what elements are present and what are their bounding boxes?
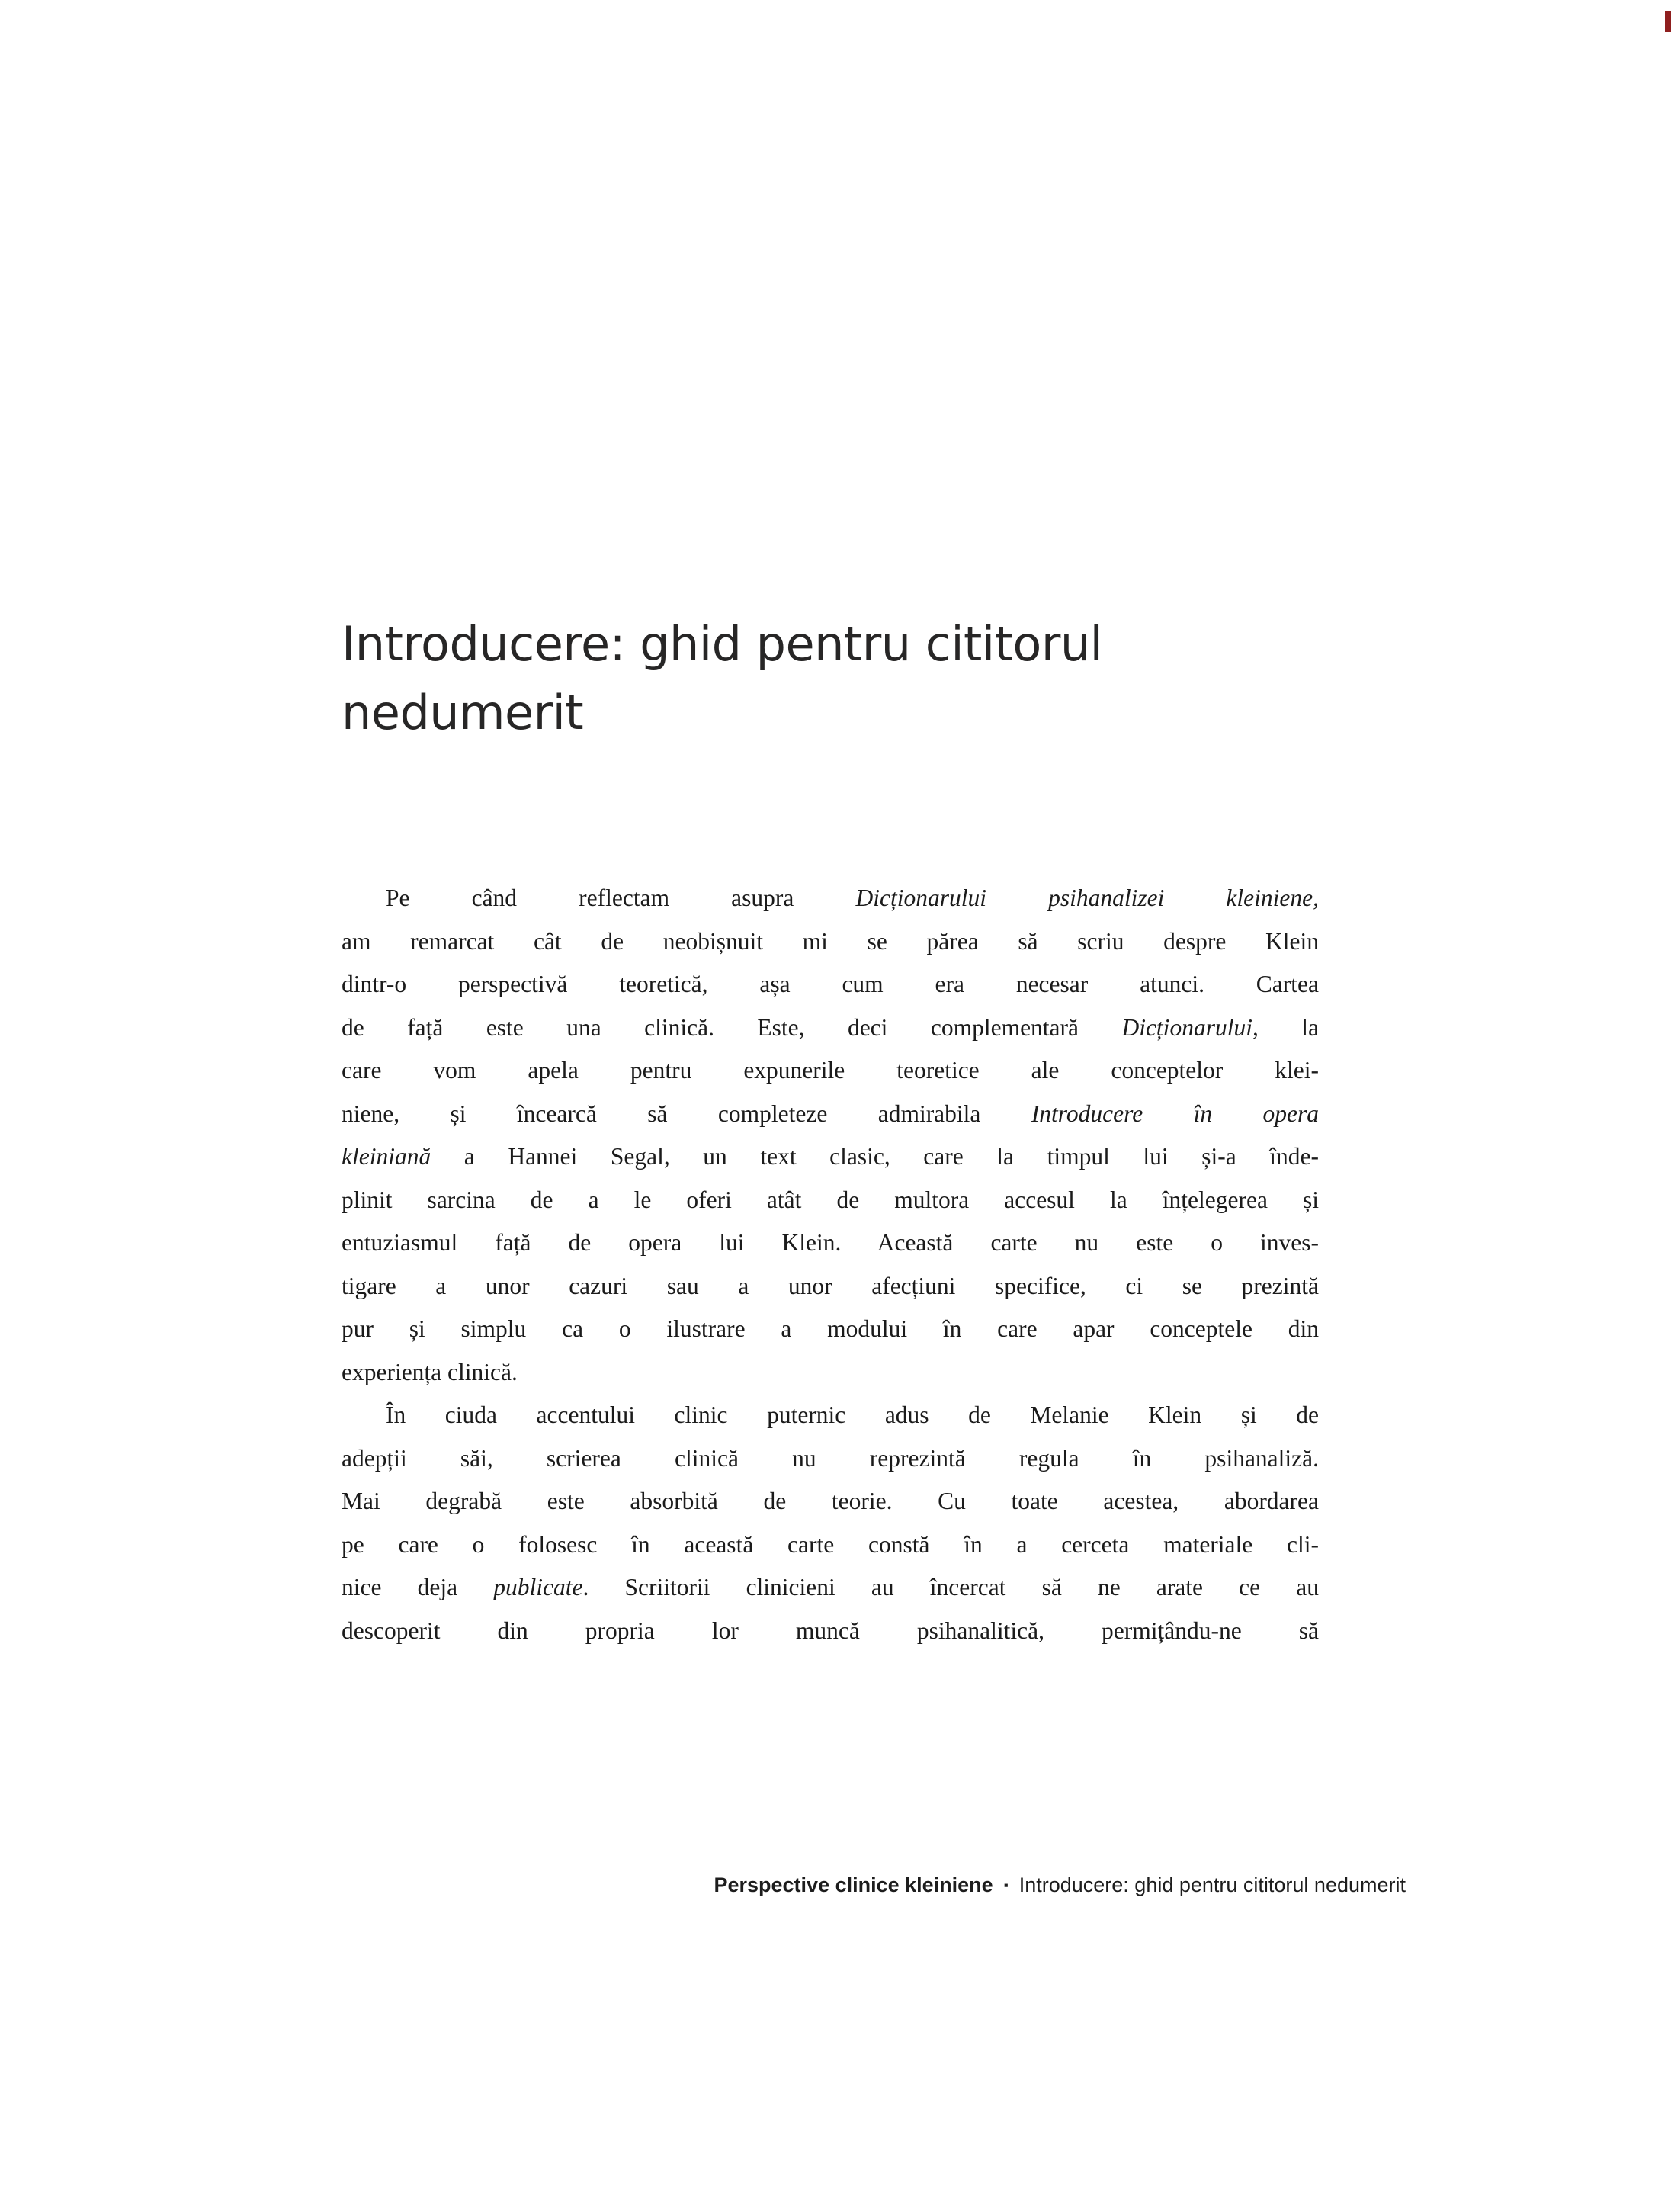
text-line [342, 1437, 1319, 1481]
text-line [342, 1222, 1319, 1265]
chapter-title [342, 610, 1102, 747]
text-line [342, 1610, 1319, 1653]
running-footer [714, 1872, 1406, 1899]
text-segment: descoperit din propria lor muncă psihanalitică, permițându-ne să [342, 1616, 1319, 1644]
text-segment: dintr-o perspectivă teoretică, așa cum era necesar atunci. Cartea [342, 971, 1319, 997]
text-segment: tigare a unor cazuri sau a unor afecțiuni specifice, ci se prezintă [342, 1272, 1319, 1299]
text-segment: am remarcat cât de neobișnuit mi se părea să scriu despre Klein [342, 927, 1319, 955]
body-text [342, 877, 1319, 1652]
text-segment: adepții săi, scrierea clinică nu reprezintă regula în psihanaliză. [342, 1444, 1319, 1472]
scan-artifact [1665, 11, 1671, 32]
text-segment: a Hannei Segal, un text clasic, care la timpul lui și-a înde- [431, 1143, 1319, 1170]
text-line [342, 1480, 1319, 1523]
italic-text-segment: Dicționarului, [1121, 1013, 1259, 1041]
text-segment: nice deja [342, 1574, 494, 1600]
text-segment: . Scriitorii clinicieni au încercat să ne arate ce au [582, 1574, 1319, 1600]
text-segment: niene, și încearcă să completeze admirabila [342, 1100, 1031, 1127]
text-line [342, 1265, 1319, 1308]
text-segment: Pe când reflectam asupra [386, 884, 856, 911]
italic-text-segment: publicate [493, 1574, 583, 1600]
chapter-title-line: nedumerit [342, 684, 584, 740]
text-line [342, 1308, 1319, 1351]
text-line [342, 1093, 1319, 1136]
text-line [342, 1179, 1319, 1222]
text-segment: entuziasmul față de opera lui Klein. Această carte nu este o inves- [342, 1229, 1319, 1256]
paragraph [342, 877, 1319, 1394]
footer-separator-icon: ▪ [1003, 1878, 1009, 1893]
italic-text-segment: Introducere în opera [1031, 1100, 1319, 1127]
text-segment: Mai degrabă este absorbită de teorie. Cu toate acestea, abordarea [342, 1488, 1319, 1514]
text-segment: pe care o folosesc în această carte constă în a cerceta materiale cli- [342, 1530, 1319, 1558]
text-segment: la [1258, 1013, 1320, 1041]
text-line [342, 1523, 1319, 1567]
text-line [342, 1394, 1319, 1437]
paragraph [342, 1394, 1319, 1652]
text-line [342, 963, 1319, 1006]
text-segment: experiența clinică. [342, 1358, 518, 1385]
text-segment: plinit sarcina de a le oferi atât de multora accesul la înțelegerea și [342, 1186, 1319, 1213]
text-line [342, 1006, 1319, 1050]
text-segment: care vom apela pentru expunerile teoretice ale conceptelor klei- [342, 1057, 1319, 1084]
text-line [342, 1566, 1319, 1610]
text-segment: pur și simplu ca o ilustrare a modului în care apar conceptele din [342, 1315, 1319, 1342]
text-line [342, 1049, 1319, 1093]
text-line [342, 877, 1319, 920]
footer-chapter-title: Introducere: ghid pentru cititorul nedumerit [1018, 1873, 1406, 1896]
text-line [342, 1351, 1319, 1395]
italic-text-segment: kleiniană [342, 1143, 431, 1170]
text-segment: de față este una clinică. Este, deci complementară [342, 1013, 1122, 1041]
italic-text-segment: Dicționarului psihanalizei kleiniene, [855, 884, 1319, 911]
chapter-title-line: Introducere: ghid pentru cititorul [342, 615, 1103, 672]
text-line [342, 1135, 1319, 1179]
text-line [342, 920, 1319, 964]
footer-book-title: Perspective clinice kleiniene [714, 1873, 993, 1896]
text-segment: În ciuda accentului clinic puternic adus de Melanie Klein și de [386, 1401, 1319, 1428]
